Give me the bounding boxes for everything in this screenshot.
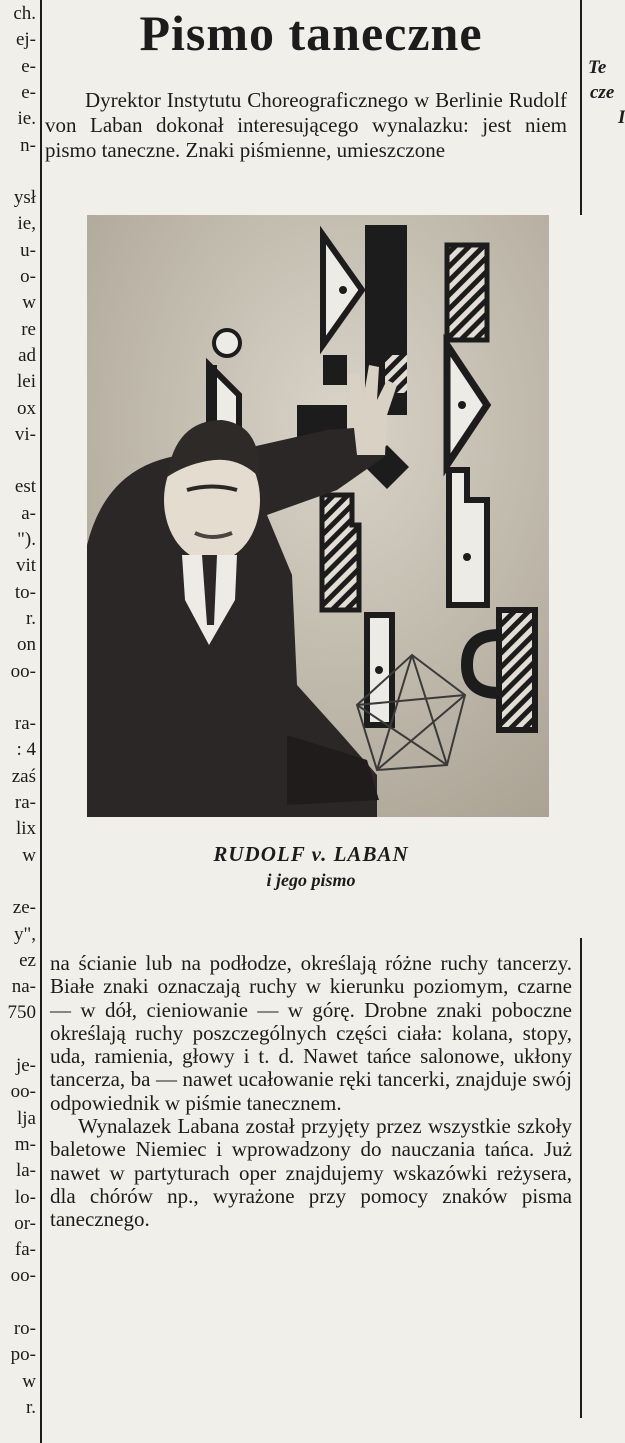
photo-caption-subtitle: i jego pismo [266, 870, 356, 890]
paragraph-2: Wynalazek Labana został przyjęty przez wszystkie szkoły baletowe Niemiec i wprowadzony do nauczania tańca. Już nawet w partyturach oper znajdujemy wskazówki reżysera, dla chórów np., wyrażone przy pomocy znaków pisma tanecznego. [50, 1114, 572, 1232]
left-column-fragment: est [14, 476, 36, 498]
left-column-fragment: lei [17, 371, 36, 393]
left-column-fragment: fa- [14, 1239, 36, 1261]
left-column-fragment: ch. [13, 3, 36, 24]
left-column-fragment: "). [17, 529, 36, 550]
left-column-fragment: vit [15, 555, 36, 577]
article [45, 0, 577, 1232]
left-column-fragment: ez [19, 949, 36, 971]
column-rule-right [580, 0, 582, 215]
left-column-fragment: w [22, 292, 36, 314]
right-column-fragment: cze [590, 82, 615, 103]
left-column-fragment: vi- [14, 423, 36, 445]
left-column-fragment: ie. [17, 108, 36, 130]
left-column-fragment: zaś [11, 765, 36, 787]
left-column-fragment: ysł [13, 187, 36, 209]
left-column-fragment: y", [13, 923, 36, 945]
left-column-fragment: o- [20, 266, 36, 287]
left-column-fragment: je- [15, 1055, 36, 1076]
left-column-fragment: on [17, 634, 36, 656]
photo-illustration [87, 215, 549, 817]
left-column-fragment: po- [10, 1344, 36, 1366]
left-column-fragment: u- [20, 239, 36, 261]
left-column-fragment: a- [21, 502, 36, 524]
left-column-fragment: e- [21, 55, 36, 77]
left-column-fragment: lix [15, 818, 36, 840]
left-column-fragment: w [22, 844, 36, 866]
left-column-fragment: to- [14, 581, 36, 603]
left-column-fragment: w [22, 1370, 36, 1392]
column-rule-left [40, 0, 42, 1443]
right-column-fragment: I [618, 107, 625, 128]
left-column-fragment: re [21, 318, 36, 340]
left-column-fragment: ad [18, 344, 36, 366]
left-column-fragment: ox [17, 397, 36, 419]
article-title: Pismo taneczne [139, 5, 483, 61]
right-column-fragments [588, 55, 625, 130]
left-column-fragment: or- [14, 1212, 36, 1234]
photo-caption-title: RUDOLF v. LABAN [213, 842, 409, 866]
left-column-fragment: r. [25, 1396, 36, 1418]
left-column-fragment: 750 [7, 1002, 36, 1024]
left-column-fragment: e- [21, 81, 36, 103]
left-column-fragment: m- [14, 1133, 36, 1155]
left-column-fragment: ra- [14, 713, 36, 735]
left-column-fragment: ie, [17, 213, 36, 235]
article-intro: Dyrektor Instytutu Choreograficznego w Berlinie Rudolf von Laban dokonał interesującego wynalazku: jest niem pismo taneczne. Znaki piśmienne, umieszczone [45, 88, 567, 162]
right-column-fragment: Te [588, 57, 607, 78]
left-column-fragment: r. [25, 607, 36, 629]
left-column-fragment: la- [15, 1160, 36, 1182]
paragraph-1: na ścianie lub na podłodze, określają różne ruchy tancerzy. Białe znaki oznaczają ruchy w kierunku poziomym, czarne — w dół, cieniowanie — w górę. Drobne znaki poboczne określają ruchy poszczególnych części ciała: kolana, stopy, uda, ramienia, głowy i t. d. Nawet tańce salonowe, ukłony tancerza, ba — nawet ucałowanie ręki tancerki, znajduje swój odpowiednik w piśmie tanecznem. [50, 951, 572, 1115]
left-column-fragment: ro- [13, 1318, 36, 1339]
article-body [50, 952, 572, 1232]
left-column-fragments [0, 0, 38, 1443]
left-column-fragment: lo- [14, 1186, 36, 1208]
left-column-fragment: lja [17, 1107, 36, 1129]
left-column-fragment: ej- [15, 29, 36, 51]
left-column-fragment: : 4 [16, 739, 36, 761]
left-column-fragment: oo- [10, 1081, 36, 1103]
left-column-fragment: oo- [10, 660, 36, 682]
left-column-fragment: na- [11, 976, 36, 998]
left-column-fragment: ra- [14, 792, 36, 813]
left-column-fragment: n- [20, 134, 36, 156]
column-rule-bottom-right [580, 938, 582, 1418]
laban-photo [87, 215, 549, 817]
left-column-fragment: ze- [12, 897, 36, 919]
left-column-fragment: oo- [10, 1265, 36, 1287]
